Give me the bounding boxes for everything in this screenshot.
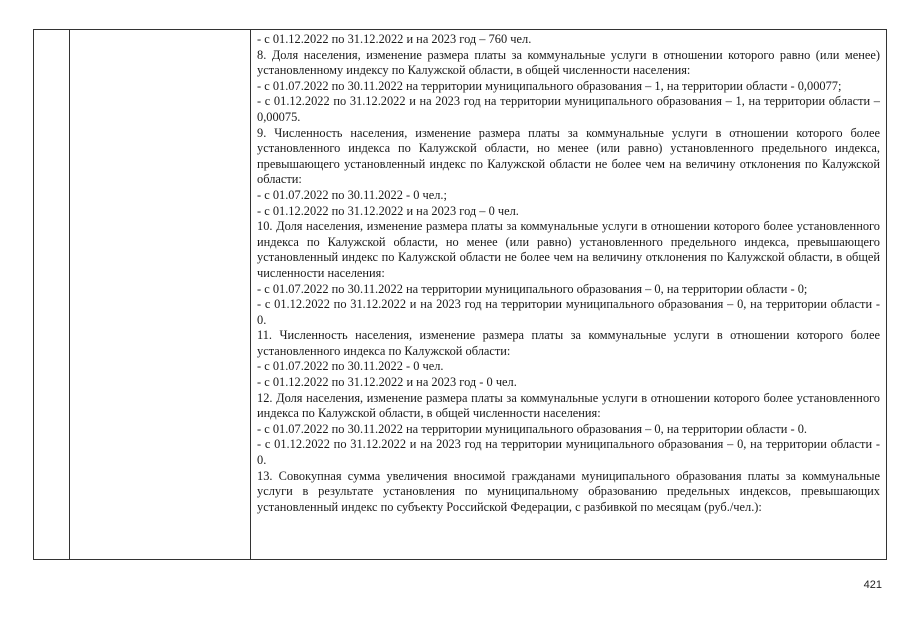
table-row [34, 30, 887, 560]
item-8-heading: 8. Доля населения, изменение размера платы за коммунальные услуги в отношении которого равно (или менее) установленному индексу по Калужской области, в общей численности населения: [257, 47, 880, 78]
item-11-period-2: - с 01.12.2022 по 31.12.2022 и на 2023 год - 0 чел. [257, 375, 517, 390]
item-9-heading: 9. Численность населения, изменение размера платы за коммунальные услуги в отношении которого более установленного индекса по Калужской области, но менее (или равно) установленного предельного индекса, превышающего установленный индекс по Калужской области не более чем на величину отклонения по Калужской области: [257, 125, 880, 187]
item-12-period-2: - с 01.12.2022 по 31.12.2022 и на 2023 год на территории муниципального образования – 0, на территории области - 0. [257, 437, 880, 468]
item-10-heading: 10. Доля населения, изменение размера платы за коммунальные услуги в отношении которого более установленного индекса по Калужской области, но менее (или равно) установленного предельного индекса, превышающего установленный индекс по Калужской области не более чем на величину отклонения по Калужской области, в общей численности населения: [257, 219, 880, 280]
item-10-period-2: - с 01.12.2022 по 31.12.2022 и на 2023 год на территории муниципального образования – 0, на территории области - 0. [257, 297, 880, 327]
item-9-period-1: - с 01.07.2022 по 30.11.2022 - 0 чел.; [257, 187, 447, 202]
document-table [33, 29, 887, 560]
item-13-heading: 13. Совокупная сумма увеличения вносимой гражданами муниципального образования платы за коммунальные услуги в результате установления по муниципальному образованию предельных индексов, превышающих установленный индекс по субъекту Российской Федерации, с разбивкой по месяцам (руб./чел.): [257, 468, 880, 514]
page-number: 421 [863, 579, 882, 591]
item-12-period-1: - с 01.07.2022 по 30.11.2022 на территории муниципального образования – 0, на территории области - 0. [257, 421, 808, 436]
item-11-period-1: - с 01.07.2022 по 30.11.2022 - 0 чел. [257, 359, 444, 374]
item-10-period-1: - с 01.07.2022 по 30.11.2022 на территории муниципального образования – 0, на территории области - 0; [257, 281, 808, 296]
item-8-period-1: - с 01.07.2022 по 30.11.2022 на территории муниципального образования – 1, на территории области - 0,00077; [257, 78, 842, 93]
table-cell-content [251, 30, 887, 560]
table-cell-number [34, 30, 70, 560]
text-line: - с 01.12.2022 по 31.12.2022 и на 2023 год – 760 чел. [257, 32, 532, 46]
table-cell-title [70, 30, 251, 560]
item-9-period-2: - с 01.12.2022 по 31.12.2022 и на 2023 год – 0 чел. [257, 203, 519, 218]
item-8-period-2: - с 01.12.2022 по 31.12.2022 и на 2023 год на территории муниципального образования – 1, на территории области – 0,00075. [257, 94, 880, 124]
item-12-heading: 12. Доля населения, изменение размера платы за коммунальные услуги в отношении которого более установленного индекса по Калужской области, в общей численности населения: [257, 390, 880, 421]
item-11-heading: 11. Численность населения, изменение размера платы за коммунальные услуги в отношении которого более установленного индекса по Калужской области: [257, 328, 880, 358]
